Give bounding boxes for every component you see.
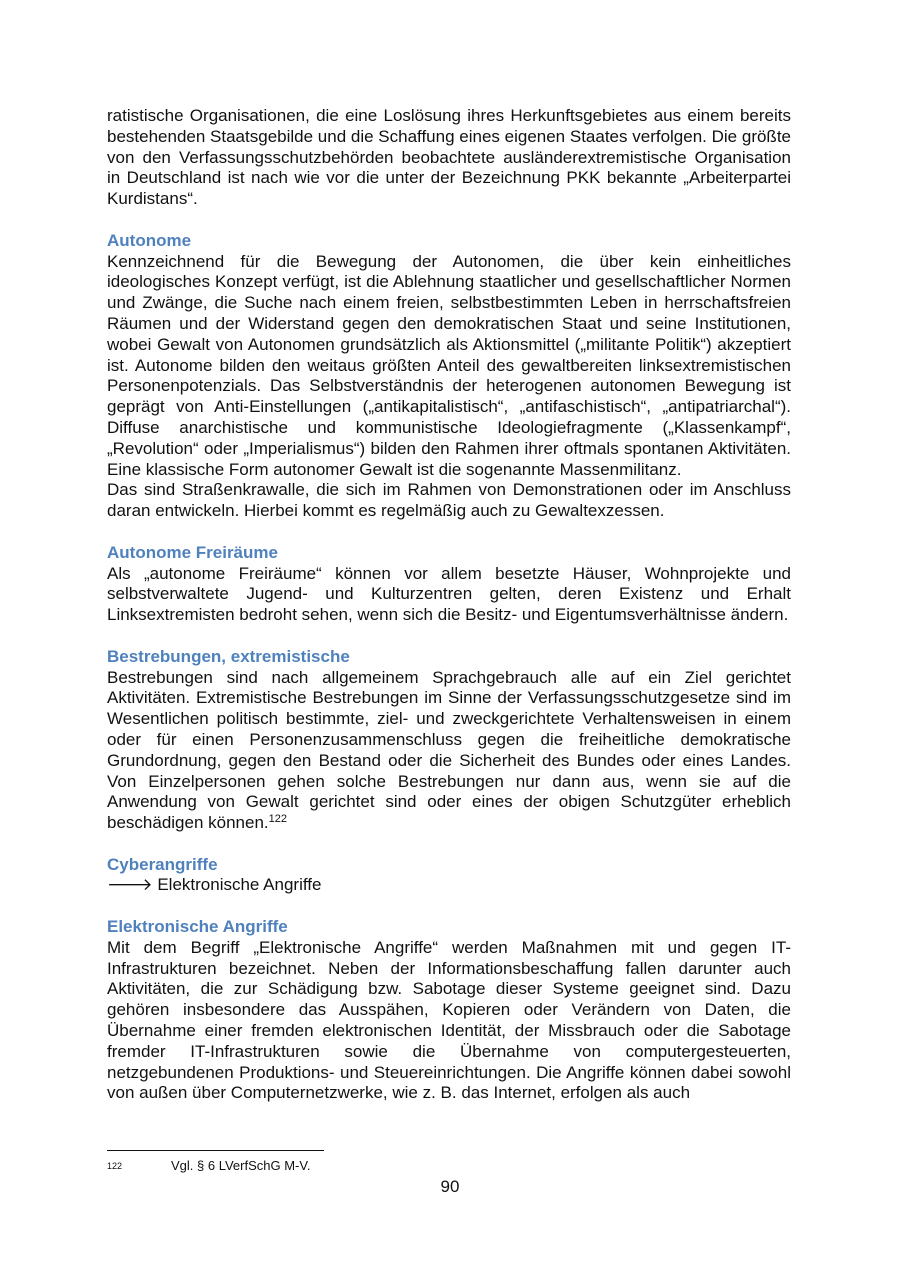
heading-cyberangriffe: Cyberangriffe [107, 854, 218, 874]
heading-autonome-freiraeume: Autonome Freiräume [107, 542, 278, 562]
intro-paragraph: ratistische Organisationen, die eine Loslösung ihres Herkunftsgebietes aus einem bereits bestehenden Staatsgebilde und die Schaffung eines eigenen Staates verfolgen. Die größte von den Verfassungsschutzbehörden beobachtete ausländerextremistische Organisation in Deutschland ist nach wie vor die unter der Bezeichnung PKK bekannte „Arbeiterpartei Kurdistans“. [107, 106, 791, 209]
autonome-paragraph-1: Kennzeichnend für die Bewegung der Autonomen, die über kein einheitliches ideologisches Konzept verfügt, ist die Ablehnung staatlicher und gesellschaftlicher Normen und Zwänge, die Suche nach einem freien, selbstbestimmten Leben in herrschaftsfreien Räumen und der Widerstand gegen den demokratischen Staat und seine Institutionen, wobei Gewalt von Autonomen grundsätzlich als Aktionsmittel („militante Politik“) akzeptiert ist. Autonome bilden den weitaus größten Anteil des gewaltbereiten linksextremistischen Personenpotenzials. Das Selbstverständnis der heterogenen autonomen Bewegung ist geprägt von Anti-Einstellungen („antikapitalistisch“, „antifaschistisch“, „antipatriarchal“). Diffuse anarchistische und kommunistische Ideologiefragmente („Klassenkampf“, „Revolution“ oder „Imperialismus“) bilden den Rahmen ihrer oftmals spontanen Aktivitäten. Eine klassische Form autonomer Gewalt ist die sogenannte Massenmilitanz. [107, 251, 791, 479]
bestrebungen-text: Bestrebungen sind nach allgemeinem Sprachgebrauch alle auf ein Ziel gerichtet Aktivitäten. Extremistische Bestrebungen im Sinne der Verfassungsschutzgesetze sind im Wesentlichen politisch bestimmte, ziel- und zweckgerichtete Verhaltensweisen in einem oder für einen Personenzusammenschluss gegen die freiheitliche demokratische Grundordnung, gegen den Bestand oder die Sicherheit des Bundes oder eines Landes. Von Einzelpersonen gehen solche Bestrebungen nur dann aus, wenn sie auf die Anwendung von Gewalt gerichtet sind oder eines der obigen Schutzgüter erheblich beschädigen können. [107, 667, 791, 833]
autonome-paragraph-2: Das sind Straßenkrawalle, die sich im Rahmen von Demonstrationen oder im Anschluss daran entwickeln. Hierbei kommt es regelmäßig auch zu Gewaltexzessen. [107, 480, 791, 521]
cyber-cross-reference [107, 875, 791, 896]
elektronische-angriffe-paragraph: Mit dem Begriff „Elektronische Angriffe“ werden Maßnahmen mit und gegen IT-Infrastrukturen bezeichnet. Neben der Informationsbeschaffung fallen darunter auch Aktivitäten, die zur Schädigung bzw. Sabotage dieser Systeme geeignet sind. Dazu gehören insbesondere das Ausspähen, Kopieren oder Verändern von Daten, die Übernahme einer fremden elektronischen Identität, der Missbrauch oder die Sabotage fremder IT-Infrastrukturen sowie die Übernahme von computergesteuerten, netzgebundenen Produktions- und Steuereinrichtungen. Die Angriffe können dabei sowohl von außen über Computernetzwerke, wie z. B. das Internet, erfolgen als auch [107, 937, 791, 1103]
footnote-separator [107, 1150, 324, 1151]
footnote-number: 122 [107, 1161, 123, 1171]
heading-autonome: Autonome [107, 230, 192, 250]
page-number: 90 [440, 1177, 460, 1196]
heading-bestrebungen: Bestrebungen, extremistische [107, 646, 350, 666]
cross-reference-link[interactable]: Elektronische Angriffe [157, 875, 322, 895]
bestrebungen-paragraph [107, 668, 791, 834]
footnote-text: Vgl. § 6 LVerfSchG M-V. [171, 1158, 311, 1173]
freiraeume-paragraph: Als „autonome Freiräume“ können vor allem besetzte Häuser, Wohnprojekte und selbstverwaltete Jugend- und Kulturzentren gelten, deren Existenz und Erhalt Linksextremisten bedroht sehen, wenn sich die Besitz- und Eigentumsverhältnisse ändern. [107, 563, 791, 625]
footnote-reference[interactable]: 122 [268, 813, 287, 826]
page-body [107, 106, 791, 1104]
heading-elektronische-angriffe: Elektronische Angriffe [107, 917, 288, 937]
arrow-right-icon: 🡒 [107, 875, 153, 896]
